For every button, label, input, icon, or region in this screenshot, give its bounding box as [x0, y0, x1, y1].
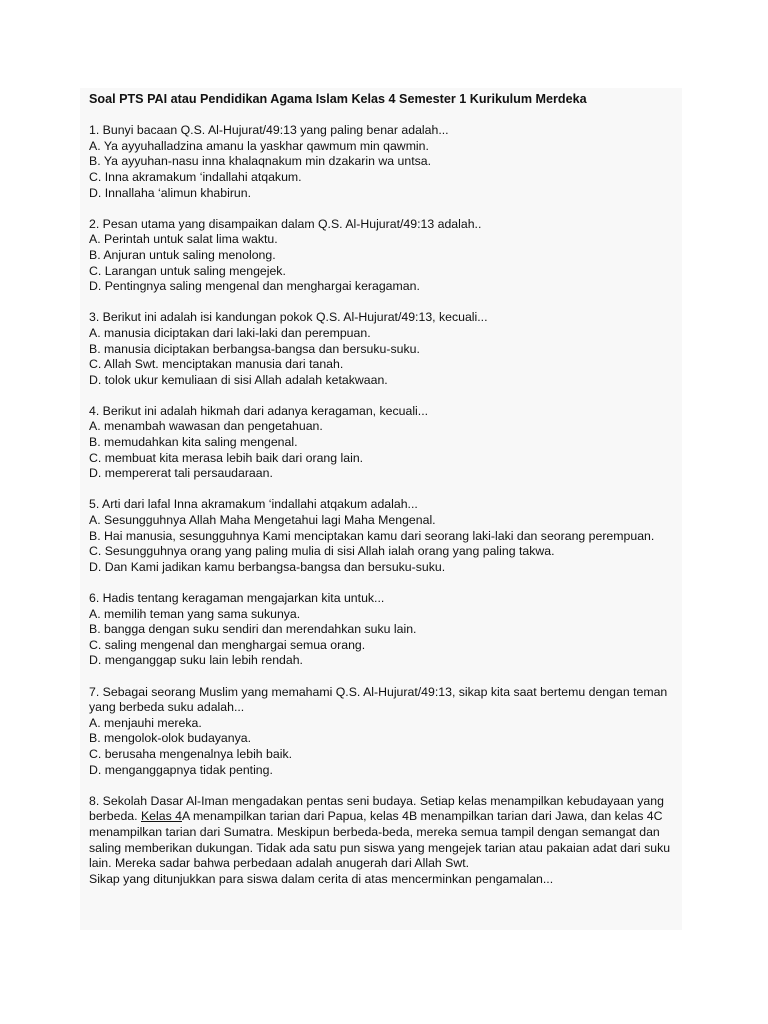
- option-c: C. Allah Swt. menciptakan manusia dari tanah.: [89, 357, 344, 372]
- option-d: D. Dan Kami jadikan kamu berbangsa-bangsa dan bersuku-suku.: [89, 559, 446, 574]
- question-1: [89, 123, 689, 201]
- option-b: B. manusia diciptakan berbangsa-bangsa dan bersuku-suku.: [89, 341, 420, 356]
- option-a: A. manusia diciptakan dari laki-laki dan perempuan.: [89, 325, 371, 340]
- option-c: C. Larangan untuk saling mengejek.: [89, 263, 286, 278]
- option-d: D. Innallaha ‘alimun khabirun.: [89, 185, 252, 200]
- question-3: [89, 310, 689, 388]
- question-4: [89, 404, 689, 482]
- option-c: C. saling mengenal dan menghargai semua orang.: [89, 637, 366, 652]
- option-d: D. tolok ukur kemuliaan di sisi Allah adalah ketakwaan.: [89, 372, 388, 387]
- passage-underlined-text: Kelas 4: [140, 809, 182, 824]
- question-5: [89, 497, 689, 575]
- option-a: A. Ya ayyuhalladzina amanu la yaskhar qawmum min qawmin.: [89, 138, 429, 153]
- document-title: Soal PTS PAI atau Pendidikan Agama Islam Kelas 4 Semester 1 Kurikulum Merdeka: [89, 92, 587, 106]
- question-8: [89, 794, 689, 888]
- option-d: D. menganggap suku lain lebih rendah.: [89, 653, 303, 668]
- question-8-prompt: Sikap yang ditunjukkan para siswa dalam cerita di atas mencerminkan pengamalan...: [89, 871, 554, 886]
- option-a: A. menjauhi mereka.: [89, 715, 202, 730]
- question-7: [89, 685, 689, 779]
- option-b: B. memudahkan kita saling mengenal.: [89, 435, 298, 450]
- option-b: B. Ya ayyuhan-nasu inna khalaqnakum min dzakarin wa untsa.: [89, 154, 432, 169]
- option-c: C. berusaha mengenalnya lebih baik.: [89, 746, 293, 761]
- option-c: C. Sesungguhnya orang yang paling mulia di sisi Allah ialah orang yang paling takwa.: [89, 544, 555, 559]
- question-text: 5. Arti dari lafal Inna akramakum ‘indallahi atqakum adalah...: [89, 497, 418, 512]
- option-d: D. menganggapnya tidak penting.: [89, 762, 273, 777]
- question-6: [89, 591, 689, 669]
- option-d: D. Pentingnya saling mengenal dan menghargai keragaman.: [89, 279, 420, 294]
- option-b: B. Hai manusia, sesungguhnya Kami menciptakan kamu dari seorang laki-laki dan seorang perempuan.: [89, 528, 655, 543]
- option-b: B. bangga dengan suku sendiri dan merendahkan suku lain.: [89, 622, 417, 637]
- question-text: 3. Berikut ini adalah isi kandungan pokok Q.S. Al-Hujurat/49:13, kecuali...: [89, 310, 488, 325]
- option-c: C. Inna akramakum ‘indallahi atqakum.: [89, 169, 302, 184]
- question-text: 1. Bunyi bacaan Q.S. Al-Hujurat/49:13 yang paling benar adalah...: [89, 123, 449, 138]
- question-text: 6. Hadis tentang keragaman mengajarkan kita untuk...: [89, 591, 385, 605]
- option-a: A. Perintah untuk salat lima waktu.: [89, 232, 278, 247]
- option-a: A. menambah wawasan dan pengetahuan.: [89, 419, 323, 434]
- question-text: 2. Pesan utama yang disampaikan dalam Q.S. Al-Hujurat/49:13 adalah..: [89, 216, 482, 231]
- question-8-passage: [89, 794, 689, 872]
- option-b: B. Anjuran untuk saling menolong.: [89, 247, 276, 262]
- option-b: B. mengolok-olok budayanya.: [89, 731, 252, 746]
- document-content: [89, 92, 689, 903]
- option-d: D. mempererat tali persaudaraan.: [89, 466, 273, 481]
- question-2: [89, 217, 689, 295]
- option-c: C. membuat kita merasa lebih baik dari orang lain.: [89, 450, 364, 465]
- question-text: 4. Berikut ini adalah hikmah dari adanya keragaman, kecuali...: [89, 403, 429, 418]
- question-text: 7. Sebagai seorang Muslim yang memahami Q.S. Al-Hujurat/49:13, sikap kita saat bertemu dengan teman yang berbeda suku adalah...: [89, 684, 668, 715]
- passage-text-before: 8. Sekolah Dasar Al-Iman mengadakan pentas seni budaya. Setiap kelas menampilkan kebudayaan yang berbeda.: [89, 793, 664, 824]
- option-a: A. Sesungguhnya Allah Maha Mengetahui lagi Maha Mengenal.: [89, 513, 436, 528]
- option-a: A. memilih teman yang sama sukunya.: [89, 606, 301, 621]
- passage-text-after: A menampilkan tarian dari Papua, kelas 4B menampilkan tarian dari Jawa, dan kelas 4C menampilkan tarian dari Sumatra. Meskipun berbeda-beda, mereka semua tampil dengan semangat dan saling memberikan dukungan. Tidak ada satu pun siswa yang mengejek tarian atau pakaian adat dari suku lain. Mereka sadar bahwa perbedaan adalah anugerah dari Allah Swt.: [89, 809, 671, 871]
